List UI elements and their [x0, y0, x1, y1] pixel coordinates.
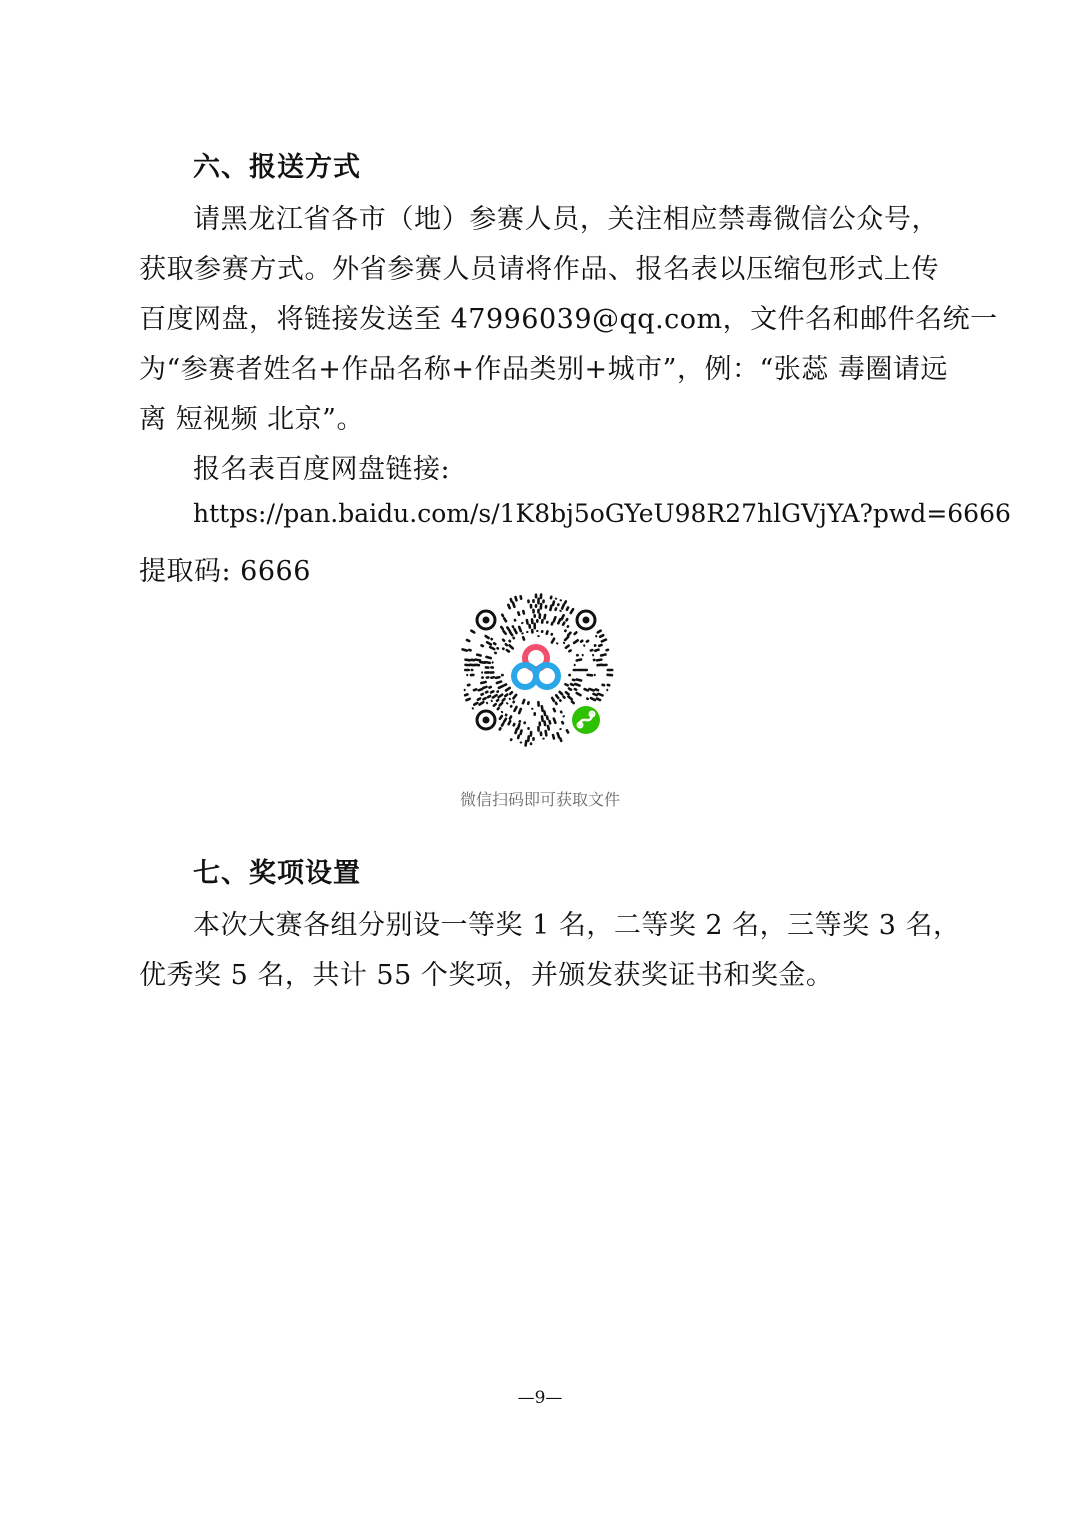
qr-module — [583, 644, 586, 647]
qr-module — [497, 693, 504, 699]
qr-module — [497, 684, 504, 689]
qr-module — [518, 625, 523, 632]
qr-module — [518, 720, 521, 724]
extract-code: 提取码: 6666 — [139, 556, 311, 587]
qr-module — [570, 700, 575, 705]
qr-module — [565, 606, 570, 612]
qr-module — [607, 669, 614, 672]
qr-module — [523, 721, 526, 724]
qr-module — [485, 666, 490, 669]
qr-module — [533, 712, 536, 716]
qr-module — [559, 599, 562, 602]
qr-module — [560, 614, 565, 621]
page-number: —9— — [517, 1388, 563, 1408]
qr-module — [533, 614, 536, 618]
qr-module — [586, 673, 593, 676]
qr-module — [490, 699, 493, 702]
qr-module — [537, 609, 540, 614]
qr-module — [605, 648, 610, 652]
qr-module — [574, 664, 576, 667]
qr-module — [504, 693, 509, 698]
qr-module — [546, 621, 549, 625]
qr-module — [495, 680, 502, 685]
qr-module — [552, 707, 556, 713]
qr-module — [490, 666, 494, 669]
qr-module — [464, 693, 470, 697]
section6-heading: 六、报送方式 — [193, 152, 361, 183]
qr-module — [490, 671, 495, 674]
qr-module — [512, 636, 516, 640]
qr-module — [507, 603, 512, 610]
qr-module — [498, 714, 504, 720]
section6-para-line-4: 为“参赛者姓名+作品名称+作品类别+城市”，例：“张蕊 毒圈请远 — [139, 354, 948, 385]
qr-module — [501, 674, 504, 677]
qr-module — [550, 632, 554, 636]
qr-module — [486, 701, 489, 704]
qr-module — [598, 633, 605, 638]
qr-module — [496, 706, 501, 711]
qr-module — [567, 695, 574, 701]
qr-module — [567, 687, 573, 692]
qr-module — [564, 690, 570, 696]
qr-module — [485, 641, 492, 647]
qr-module — [488, 645, 495, 650]
qr-module — [494, 651, 498, 655]
qr-module — [596, 629, 602, 634]
qr-module — [554, 607, 558, 612]
qr-module — [575, 691, 582, 697]
qr-module — [521, 636, 525, 642]
qr-module — [541, 630, 544, 633]
qr-module — [537, 597, 540, 604]
qr-module — [550, 696, 555, 702]
qr-module — [564, 644, 570, 650]
qr-module — [551, 600, 555, 606]
qr-module — [566, 625, 570, 629]
qr-module — [561, 621, 566, 627]
qr-module — [512, 693, 518, 700]
qr-module — [527, 701, 530, 705]
qr-module — [559, 710, 563, 714]
qr-module — [576, 653, 580, 656]
qr-module — [538, 721, 541, 726]
qr-module — [465, 697, 472, 702]
qr-module — [537, 635, 540, 637]
qr-module — [508, 639, 512, 643]
qr-module — [517, 734, 521, 739]
qr-module — [588, 687, 595, 692]
qr-module — [542, 737, 545, 739]
qr-module — [514, 727, 519, 734]
qr-module — [598, 643, 604, 647]
qr-module — [532, 609, 535, 614]
qr-module — [535, 604, 538, 608]
qr-module — [482, 696, 488, 701]
qr-module — [500, 710, 503, 713]
qr-module — [505, 648, 511, 653]
qr-module — [545, 715, 549, 720]
qr-module — [506, 626, 512, 633]
qr-module — [600, 638, 607, 643]
qr-module — [501, 697, 506, 702]
qr-module — [594, 688, 600, 692]
qr-module — [518, 707, 523, 714]
qr-module — [490, 637, 494, 641]
qr-module — [540, 731, 543, 736]
qr-module — [480, 644, 485, 648]
qr-module — [550, 637, 556, 644]
qr-module — [579, 639, 584, 643]
qr-module — [464, 658, 471, 662]
qr-module — [498, 701, 504, 707]
qr-module — [513, 618, 517, 622]
qr-module — [491, 661, 493, 664]
qr-module — [536, 630, 539, 632]
qr-module — [574, 682, 581, 687]
qr-module — [533, 622, 536, 629]
qr-module — [530, 604, 533, 609]
qr-module — [521, 632, 524, 635]
qr-module — [573, 687, 578, 691]
qr-module — [501, 638, 506, 643]
qr-module — [509, 598, 513, 604]
qr-module — [552, 717, 557, 724]
qr-module — [537, 701, 540, 707]
qr-code-icon — [456, 590, 616, 750]
qr-module — [531, 629, 534, 634]
qr-caption: 微信扫码即可获取文件 — [459, 790, 620, 809]
qr-module — [466, 683, 470, 686]
qr-module — [562, 715, 565, 718]
qr-module — [524, 740, 528, 747]
qr-module — [557, 603, 560, 607]
qr-module — [508, 644, 515, 651]
qr-module — [568, 649, 573, 653]
qr-module — [582, 669, 588, 672]
baidu-pan-link[interactable]: https://pan.baidu.com/s/1K8bj5oGYeU98R27hlGVjYA?pwd=6666 — [193, 499, 1011, 528]
qr-module — [502, 617, 507, 623]
qr-module — [606, 683, 610, 686]
qr-module — [559, 737, 563, 743]
qr-module — [513, 705, 519, 712]
qr-module — [486, 694, 492, 699]
qr-module — [504, 642, 509, 647]
qr-module — [559, 609, 562, 612]
qr-module — [465, 638, 471, 642]
qr-module — [544, 605, 547, 609]
qr-module — [509, 704, 513, 708]
qr-module — [543, 614, 547, 620]
qr-module — [512, 722, 516, 727]
qr-module — [519, 595, 523, 600]
qr-module — [592, 654, 595, 657]
qr-module — [485, 676, 489, 679]
qr-module — [564, 683, 570, 688]
qr-module — [593, 644, 597, 648]
qr-module — [536, 619, 539, 623]
qr-module — [597, 692, 604, 697]
qr-module — [470, 629, 476, 634]
qr-module — [565, 729, 570, 735]
qr-module — [601, 683, 605, 686]
qr-module — [501, 647, 505, 651]
section6-para-line-3: 百度网盘，将链接发送至 47996039@qq.com，文件名和邮件名统一 — [139, 304, 998, 335]
qr-module — [528, 624, 531, 629]
qr-module — [554, 597, 557, 600]
qr-module — [581, 654, 584, 657]
qr-module — [488, 685, 493, 689]
qr-module — [589, 696, 596, 701]
qr-module — [545, 630, 549, 636]
qr-module — [594, 674, 596, 677]
qr-module — [466, 674, 468, 677]
qr-module — [506, 702, 509, 705]
qr-module — [558, 690, 564, 696]
qr-module — [600, 653, 607, 657]
qr-module — [563, 629, 567, 633]
qr-module — [602, 663, 608, 666]
qr-module — [508, 690, 513, 695]
qr-module — [481, 671, 483, 674]
qr-module — [480, 692, 485, 696]
qr-module — [530, 742, 533, 745]
qr-module — [485, 655, 492, 659]
qr-module — [472, 688, 478, 692]
qr-module — [606, 688, 609, 691]
qr-module — [554, 693, 560, 699]
qr-module — [532, 599, 535, 603]
qr-module — [461, 648, 468, 652]
qr-module — [484, 634, 490, 640]
qr-module — [549, 595, 552, 599]
qr-module — [586, 697, 590, 701]
section6-para-line-5: 离 短视频 北京”。 — [139, 404, 364, 435]
qr-module — [504, 686, 511, 692]
qr-module — [521, 698, 526, 705]
qr-module — [489, 690, 495, 695]
qr-module — [531, 708, 534, 710]
qr-module — [514, 595, 518, 601]
link-label: 报名表百度网盘链接: — [193, 454, 451, 485]
qr-module — [558, 699, 562, 703]
qr-module — [463, 688, 466, 691]
qr-module — [596, 658, 603, 662]
qr-module — [538, 613, 541, 619]
qr-module — [543, 710, 547, 716]
section6-para-line-2: 获取参赛方式。外省参赛人员请将作品、报名表以压缩包形式上传 — [139, 254, 939, 285]
qr-module — [522, 610, 526, 615]
qr-module — [535, 594, 538, 599]
qr-module — [504, 713, 508, 717]
qr-module — [594, 648, 601, 652]
qr-module — [537, 726, 540, 732]
qr-module — [556, 642, 559, 645]
qr-module — [542, 599, 545, 603]
qr-module — [552, 616, 557, 623]
qr-module — [481, 676, 484, 679]
qr-module — [519, 729, 523, 735]
qr-module — [593, 658, 596, 661]
qr-module — [595, 635, 598, 638]
qr-module — [559, 728, 562, 731]
qr-module — [575, 678, 582, 682]
qr-module — [495, 698, 500, 703]
qr-module — [512, 700, 516, 704]
qr-module — [470, 674, 475, 677]
qr-module — [569, 682, 575, 686]
qr-module — [480, 680, 487, 684]
qr-module — [484, 671, 490, 674]
section7-para-line-1: 本次大赛各组分别设一等奖 1 名，二等奖 2 名，三等奖 3 名， — [193, 910, 961, 941]
qr-module — [565, 617, 569, 622]
section7-para-line-2: 优秀奖 5 名，共计 55 个奖项，并颁发获奖证书和奖金。 — [139, 960, 834, 991]
qr-module — [525, 619, 529, 625]
qr-module — [490, 676, 495, 679]
qr-module — [572, 639, 579, 645]
qr-module — [492, 642, 497, 646]
qr-module — [517, 611, 521, 617]
qr-module — [568, 674, 571, 677]
qr-module — [496, 690, 500, 694]
qr-module — [575, 658, 582, 662]
qr-module — [526, 631, 529, 634]
qr-module — [606, 673, 613, 676]
qr-module — [531, 618, 534, 624]
qr-module — [585, 639, 590, 643]
qr-module — [544, 730, 548, 737]
qr-module — [539, 603, 542, 610]
qr-module — [569, 607, 575, 614]
qr-module — [464, 669, 470, 672]
qr-module — [476, 653, 482, 657]
qr-module — [546, 724, 550, 730]
qr-module — [484, 690, 489, 694]
qr-module — [473, 701, 480, 706]
qr-module — [476, 697, 482, 702]
qr-module — [589, 648, 594, 652]
wechat-mini-program-icon — [569, 703, 603, 737]
qr-module — [471, 707, 474, 710]
qr-module — [521, 622, 524, 625]
section7-heading: 七、奖项设置 — [193, 858, 361, 889]
qr-module — [496, 647, 500, 651]
qr-module — [508, 715, 513, 721]
qr-module — [532, 737, 535, 741]
qr-module — [527, 727, 530, 730]
qr-module — [573, 631, 578, 636]
qr-module — [539, 593, 542, 599]
qr-module — [543, 720, 547, 726]
section6-para-line-1: 请黑龙江省各市（地）参赛人员，关注相应禁毒微信公众号， — [193, 204, 939, 235]
qr-module — [571, 678, 576, 682]
qr-module — [509, 738, 512, 742]
qr-module — [495, 676, 501, 680]
qr-module — [562, 641, 565, 644]
qr-module — [519, 741, 522, 743]
qr-module — [477, 687, 484, 691]
qr-module — [513, 627, 519, 634]
qr-module — [541, 619, 544, 624]
qr-module — [498, 727, 502, 732]
qr-module — [507, 719, 512, 726]
qr-module — [561, 720, 565, 725]
qr-module — [548, 719, 552, 724]
qr-module — [551, 734, 555, 740]
qr-module — [491, 693, 498, 699]
qr-module — [471, 669, 474, 672]
qr-module — [464, 663, 470, 666]
qr-module — [468, 648, 473, 652]
qr-module — [508, 697, 511, 700]
qr-module — [595, 697, 602, 702]
qr-module — [527, 599, 530, 603]
qr-module — [492, 702, 497, 707]
qr-module — [478, 700, 485, 706]
